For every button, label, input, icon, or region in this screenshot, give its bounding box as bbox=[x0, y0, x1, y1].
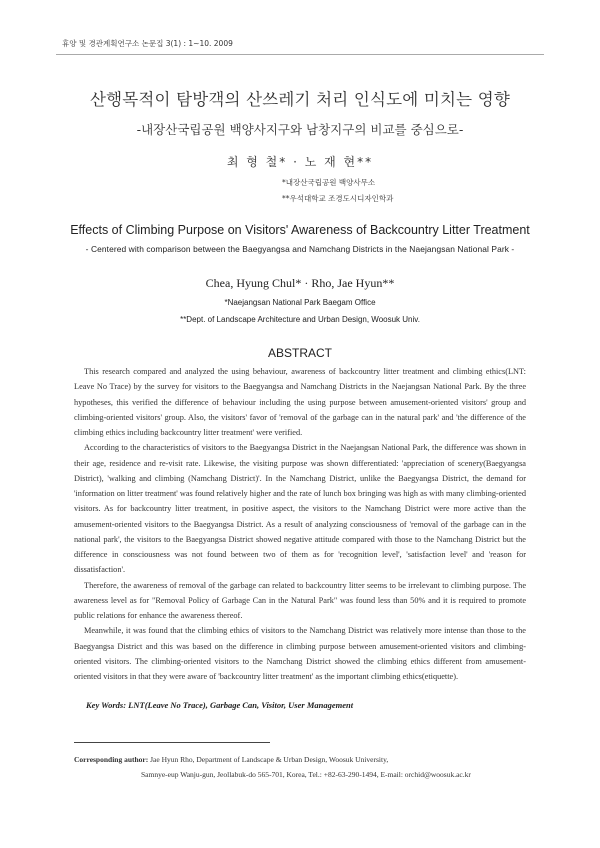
abstract-paragraph: Therefore, the awareness of removal of the garbage can related to backcountry litter seems to be irrelevant to climbing purpose. The awareness level as for "Removal Policy of Garbage Can in the Natural Park" was found less than 50% and it is required to promote public relations for enhance the awareness thereof. bbox=[74, 580, 526, 620]
keywords: Key Words: LNT(Leave No Trace), Garbage Can, Visitor, User Management bbox=[86, 700, 354, 710]
abstract-paragraph: According to the characteristics of visitors to the Baegyangsa District in the Naejangsan National Park, the difference was shown in their age, residence and re-visit rate. Likewise, the visiting purpose was shown differentiated: 'appreciation of scenery(Baegyangsa District), 'walking and climbing (Namchang District)'. In the Namchang District, unlike the Baegyangsa District, the demand for 'information on litter treatment' was found relatively higher and the rate of lunch box bringing was high as with many climbing-oriented visitors. As for backcountry litter treatment, in positive aspect, the visitors to the Namchang District were more active than the amusement-oriented visitors to the Baegyangsa District. As a result of analyzing consciousness of 'removal of the garbage can in the national park', the visitors to the Baegyangsa District showed negative attitude compared with those to the Namchang District but the difference in consciousness was not found between two of them as for 'recognition level', 'satisfaction level' and 'reason for dissatisfaction'. bbox=[74, 443, 526, 575]
footnote-lead: Corresponding author: bbox=[74, 755, 149, 764]
korean-affiliation-2: **우석대학교 조경도시디자인학과 bbox=[282, 194, 394, 203]
abstract-paragraph: This research compared and analyzed the using behaviour, awareness of backcountry litter treatment and climbing ethics(LNT: Leave No Trace) by the survey for visitors to the Baegyangsa and Namchang Districts in the Naejangsan National Park. By the three hypotheses, this verified the difference of behaviour including the using purpose between amusement-oriented visitors' group and climbing-oriented visitors' group. Also, the visitors' favor of 'removal of the garbage can in the natural park' and 'the difference of the climbing ethics including backcountry litter treatment' were verified. bbox=[74, 367, 526, 437]
footnote-line-1: Jae Hyun Rho, Department of Landscape & Urban Design, Woosuk University, bbox=[150, 755, 389, 764]
korean-authors: 최 형 철* · 노 재 현** bbox=[226, 155, 374, 169]
korean-title: 산행목적이 탐방객의 산쓰레기 처리 인식도에 미치는 영향 bbox=[89, 90, 510, 109]
english-subtitle: - Centered with comparison between the Baegyangsa and Namchang Districts in the Naejangsan National Park - bbox=[85, 244, 515, 254]
abstract-body bbox=[74, 364, 526, 684]
korean-subtitle: -내장산국립공원 백양사지구와 남창지구의 비교를 중심으로- bbox=[136, 122, 464, 137]
header-divider bbox=[56, 54, 544, 55]
abstract-paragraph: Meanwhile, it was found that the climbing ethics of visitors to the Namchang District was relatively more intense than those to the Baegyangsa District and this was based on the difference in climbing purpose between amusement-oriented visitors and climbing-oriented visitors. The climbing-oriented visitors to the Namchang District showed the climbing ethics different from amusement-oriented visitors in that they were aware of 'backcountry litter treatment' as the important climbing ethics(etiquette). bbox=[74, 626, 526, 681]
corresponding-author-footnote bbox=[74, 752, 544, 782]
footnote-divider bbox=[74, 742, 270, 743]
english-affiliation-2: **Dept. of Landscape Architecture and Urban Design, Woosuk Univ. bbox=[180, 315, 420, 324]
english-affiliation-1: *Naejangsan National Park Baegam Office bbox=[224, 298, 376, 307]
footnote-line-2: Samnye-eup Wanju-gun, Jeollabuk-do 565-701, Korea, Tel.: +82-63-290-1494, E-mail: orchid@woosuk.ac.kr bbox=[141, 770, 471, 779]
english-title: Effects of Climbing Purpose on Visitors' Awareness of Backcountry Litter Treatment bbox=[70, 223, 530, 237]
abstract-heading: ABSTRACT bbox=[267, 346, 332, 360]
journal-header: 휴양 및 경관계획연구소 논문집 3(1) : 1~10. 2009 bbox=[62, 39, 233, 48]
english-authors: Chea, Hyung Chul* · Rho, Jae Hyun** bbox=[205, 276, 395, 290]
korean-affiliation-1: *내장산국립공원 백양사무소 bbox=[282, 178, 376, 187]
